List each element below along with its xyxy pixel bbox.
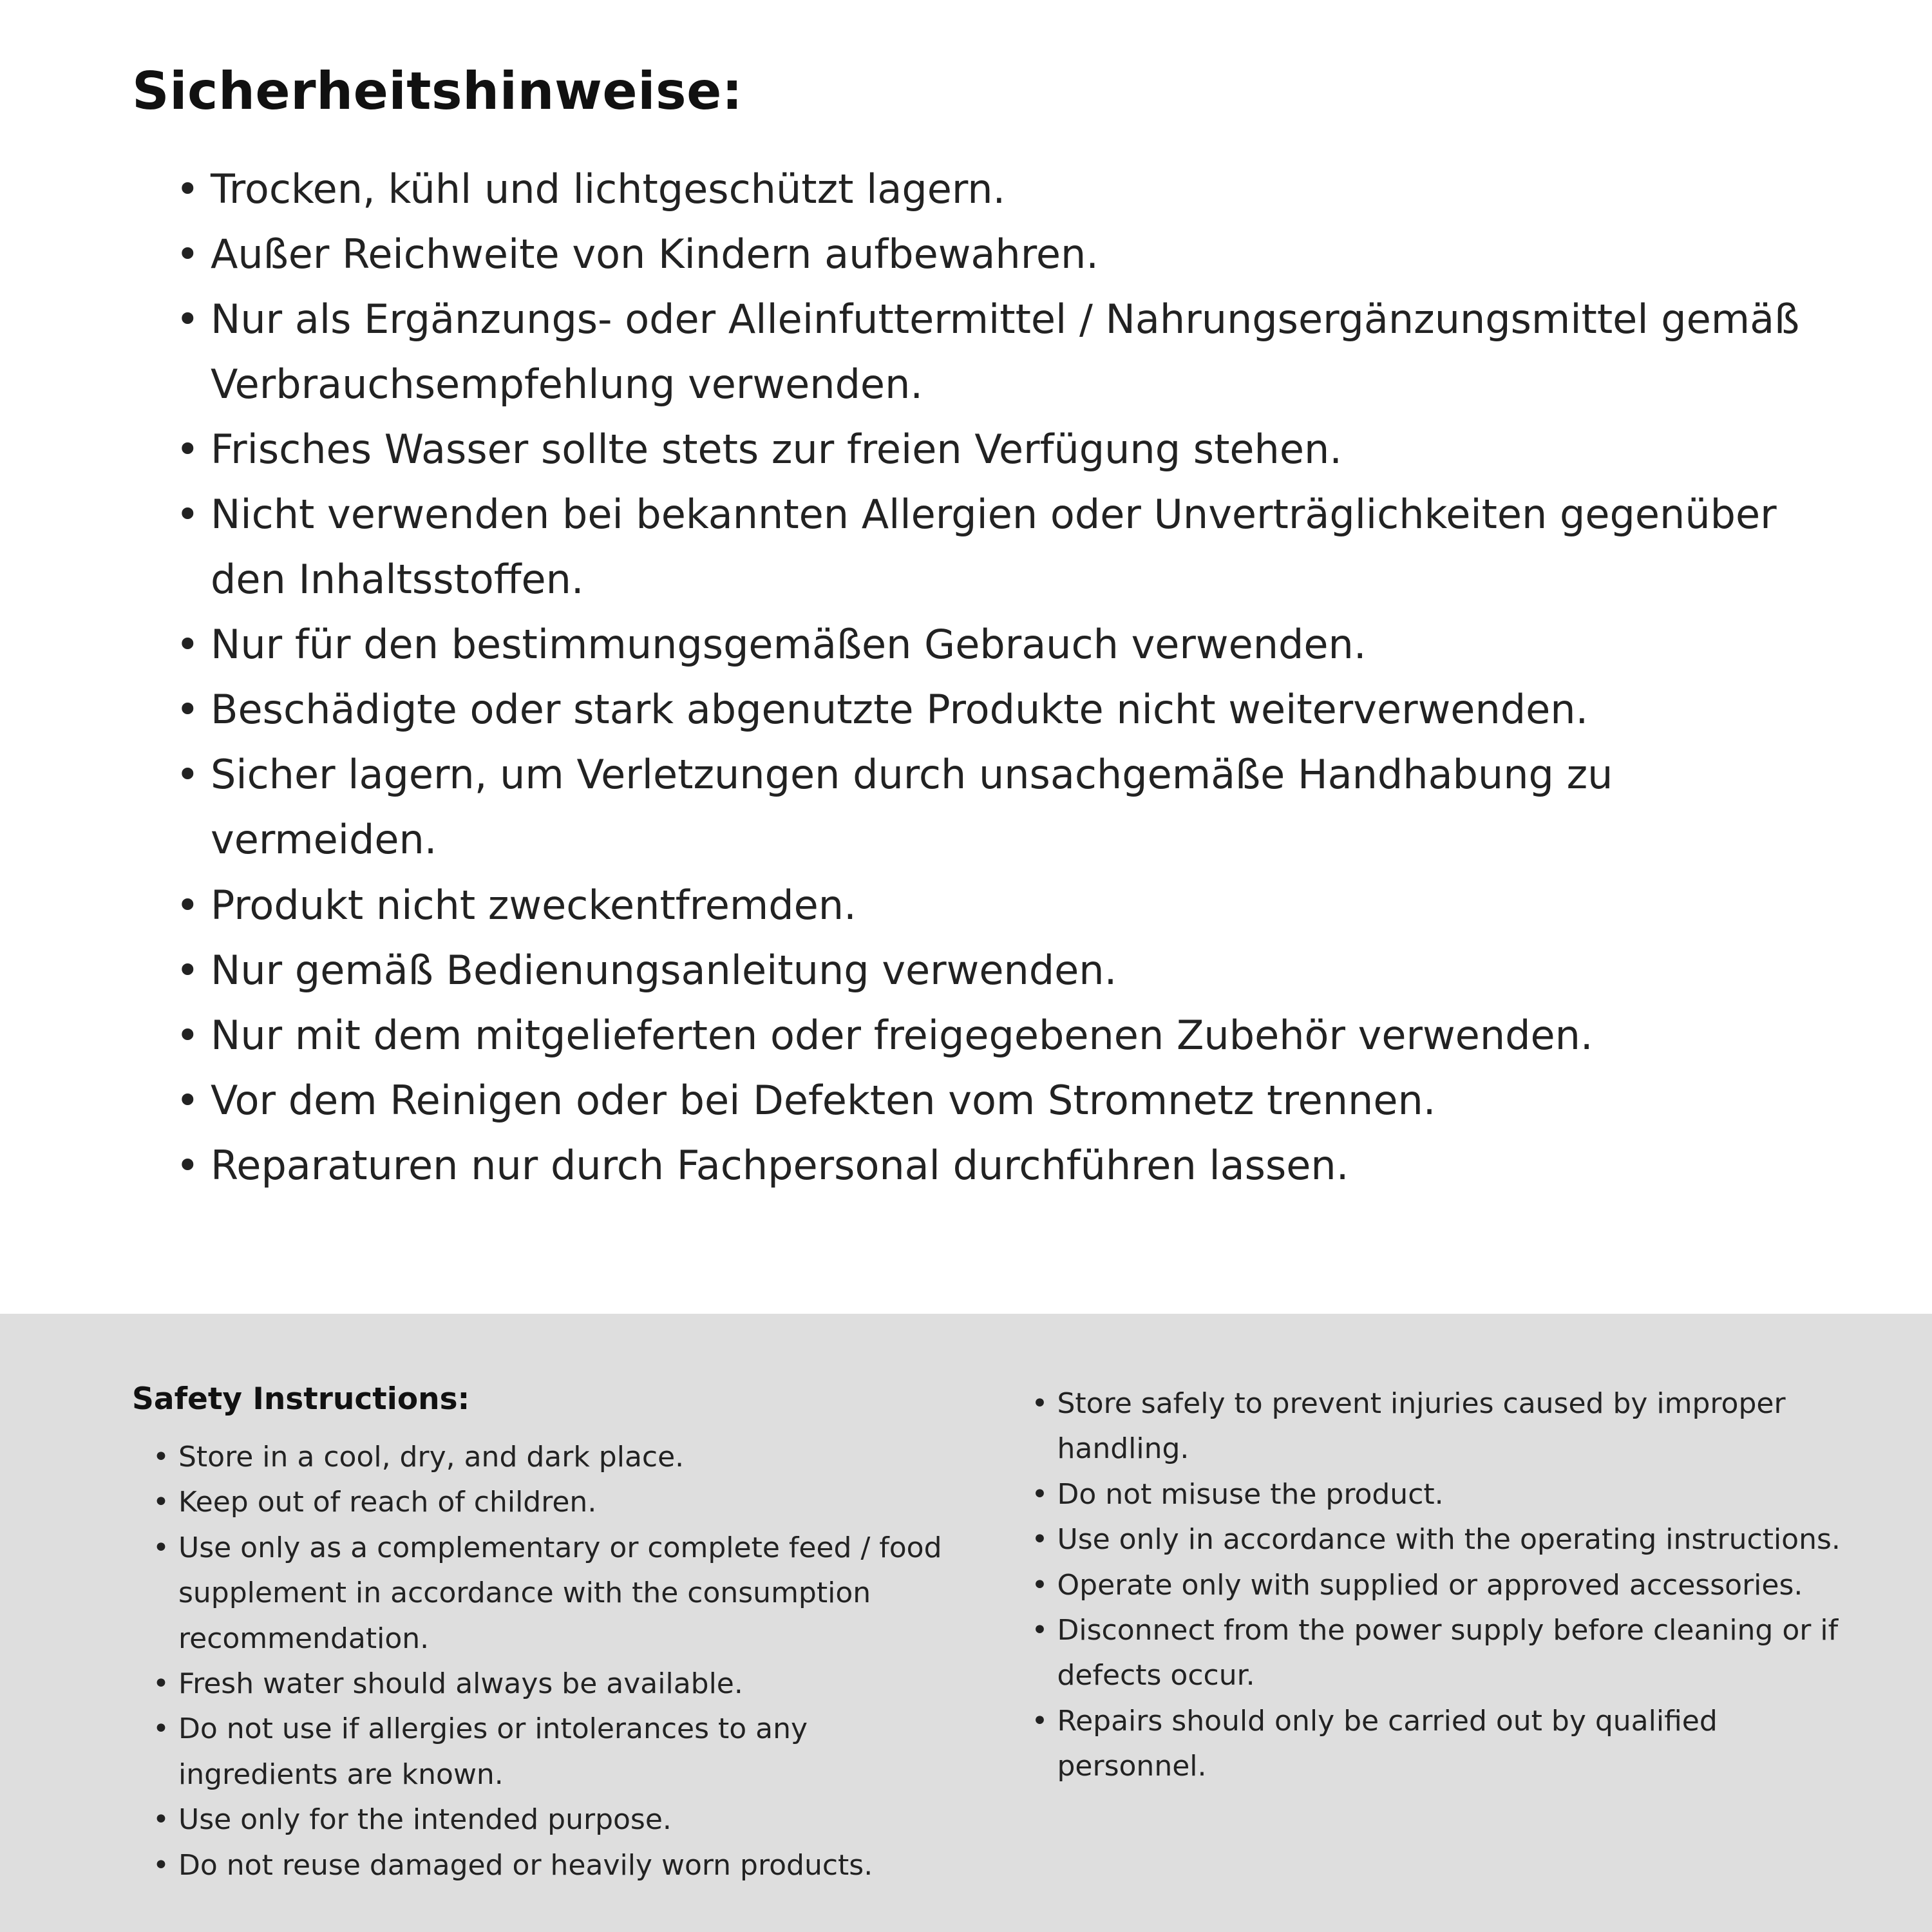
list-item: • Nur mit dem mitgelieferten oder freigegebenen Zubehör verwenden. xyxy=(171,1003,1816,1068)
list-item: • Außer Reichweite von Kindern aufbewahren. xyxy=(171,222,1816,287)
list-item: • Store safely to prevent injuries caused by improper handling. xyxy=(1029,1381,1842,1472)
list-item: • Keep out of reach of children. xyxy=(150,1480,945,1525)
list-item: • Fresh water should always be available. xyxy=(150,1662,945,1707)
german-safety-list xyxy=(132,156,1816,1198)
list-item: • Vor dem Reinigen oder bei Defekten vom Stromnetz trennen. xyxy=(171,1068,1816,1133)
list-item: • Nur gemäß Bedienungsanleitung verwenden. xyxy=(171,938,1816,1003)
list-item: • Repairs should only be carried out by qualified personnel. xyxy=(1029,1699,1842,1790)
list-item: • Use only as a complementary or complete feed / food supplement in accordance with the consumption recommendation. xyxy=(150,1526,945,1662)
list-item: • Reparaturen nur durch Fachpersonal durchführen lassen. xyxy=(171,1133,1816,1198)
list-item: • Trocken, kühl und lichtgeschützt lagern. xyxy=(171,156,1816,222)
list-item: • Use only in accordance with the operating instructions. xyxy=(1029,1517,1842,1562)
list-item: • Beschädigte oder stark abgenutzte Produkte nicht weiterverwenden. xyxy=(171,677,1816,742)
list-item: • Use only for the intended purpose. xyxy=(150,1797,945,1842)
list-item: • Nur als Ergänzungs- oder Alleinfuttermittel / Nahrungsergänzungsmittel gemäß Verbrauchsempfehlung verwenden. xyxy=(171,287,1816,417)
list-item: • Disconnect from the power supply before cleaning or if defects occur. xyxy=(1029,1608,1842,1699)
list-item: • Do not misuse the product. xyxy=(1029,1472,1842,1517)
german-section-title: Sicherheitshinweise: xyxy=(132,61,743,121)
list-item: • Operate only with supplied or approved accessories. xyxy=(1029,1563,1842,1608)
english-safety-list-left xyxy=(132,1435,945,1888)
list-item: • Store in a cool, dry, and dark place. xyxy=(150,1435,945,1480)
list-item: • Produkt nicht zweckentfremden. xyxy=(171,873,1816,938)
english-section-title: Safety Instructions: xyxy=(132,1381,470,1417)
list-item: • Frisches Wasser sollte stets zur freien Verfügung stehen. xyxy=(171,417,1816,482)
list-item: • Do not reuse damaged or heavily worn products. xyxy=(150,1843,945,1888)
list-item: • Nicht verwenden bei bekannten Allergien oder Unverträglichkeiten gegenüber den Inhaltsstoffen. xyxy=(171,482,1816,612)
list-item: • Sicher lagern, um Verletzungen durch unsachgemäße Handhabung zu vermeiden. xyxy=(171,742,1816,872)
english-safety-section xyxy=(0,1314,1932,1932)
english-safety-list-right xyxy=(1029,1381,1842,1790)
english-left-column xyxy=(132,1381,945,1893)
list-item: • Do not use if allergies or intolerances to any ingredients are known. xyxy=(150,1707,945,1797)
english-right-column xyxy=(1029,1381,1842,1893)
list-item: • Nur für den bestimmungsgemäßen Gebrauch verwenden. xyxy=(171,612,1816,677)
